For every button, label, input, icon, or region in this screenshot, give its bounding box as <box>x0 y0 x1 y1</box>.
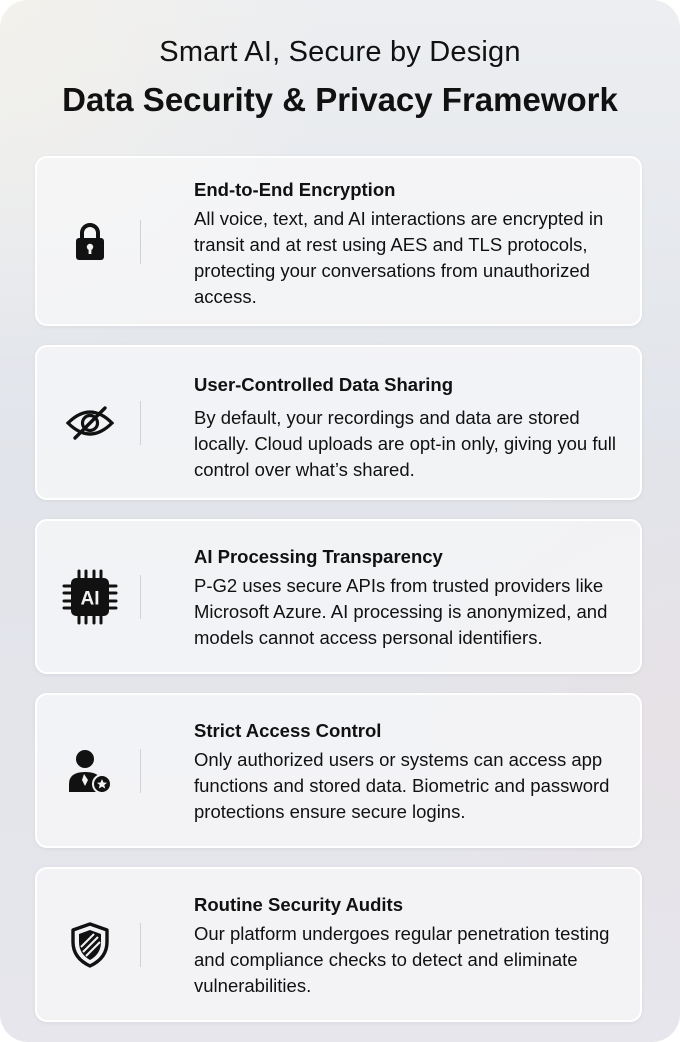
card-body: Only authorized users or systems can access app functions and stored data. Biometric and password protections ensure secure logins. <box>194 749 610 822</box>
ai-chip-icon <box>55 562 125 632</box>
card-title: User-Controlled Data Sharing <box>194 374 454 395</box>
page-subtitle: Smart AI, Secure by Design <box>159 36 521 68</box>
user-badge-icon <box>55 736 125 806</box>
card-body: All voice, text, and AI interactions are encrypted in transit and at rest using AES and TLS protocols, protecting your conversations from unauthorized access. <box>194 208 604 307</box>
card-divider <box>140 749 141 793</box>
card-body: By default, your recordings and data are stored locally. Cloud uploads are opt-in only, giving you full control over what’s shared. <box>194 407 616 480</box>
card-text <box>194 719 634 825</box>
card-security-audits <box>35 867 642 1022</box>
card-text <box>194 893 634 999</box>
card-encryption <box>35 156 642 326</box>
card-divider <box>140 575 141 619</box>
card-text <box>194 178 634 310</box>
header <box>0 34 680 120</box>
card-text <box>194 373 634 483</box>
shield-icon <box>55 910 125 980</box>
card-title: End-to-End Encryption <box>194 179 396 200</box>
eye-slash-icon <box>55 388 125 458</box>
card-divider <box>140 923 141 967</box>
card-ai-transparency <box>35 519 642 674</box>
card-title: Strict Access Control <box>194 720 382 741</box>
card-text <box>194 545 634 651</box>
page-title: Data Security & Privacy Framework <box>62 81 618 118</box>
card-access-control <box>35 693 642 848</box>
card-title: Routine Security Audits <box>194 894 404 915</box>
card-data-sharing <box>35 345 642 500</box>
card-body: P-G2 uses secure APIs from trusted providers like Microsoft Azure. AI processing is anonymized, and models cannot access personal identifiers. <box>194 575 608 648</box>
card-title: AI Processing Transparency <box>194 546 443 567</box>
lock-icon <box>55 207 125 277</box>
ai-chip-label: AI <box>80 588 100 610</box>
card-divider <box>140 220 141 264</box>
card-divider <box>140 401 141 445</box>
card-body: Our platform undergoes regular penetration testing and compliance checks to detect and eliminate vulnerabilities. <box>194 923 610 996</box>
